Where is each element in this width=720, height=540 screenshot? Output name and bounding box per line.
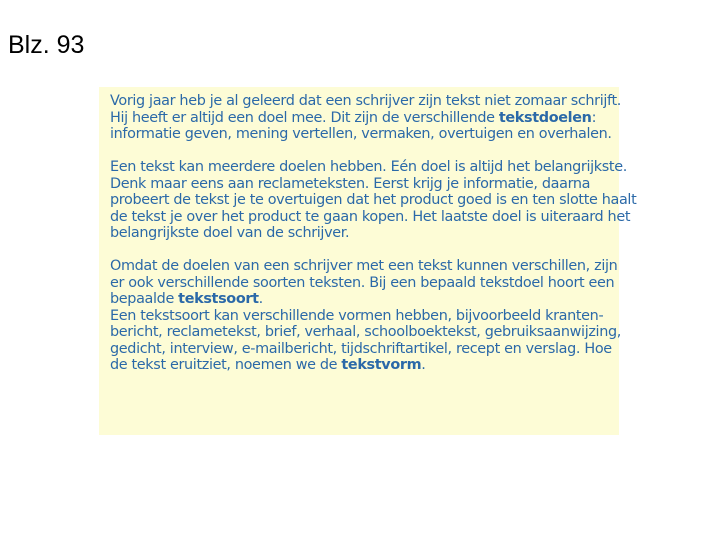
text-line: gedicht, interview, e-mailbericht, tijdschriftartikel, recept en verslag. Hoe bbox=[110, 340, 612, 357]
text-line: Denk maar eens aan reclameteksten. Eerst krijg je informatie, daarna bbox=[110, 175, 591, 192]
text-line bbox=[110, 357, 609, 374]
text-line: Omdat de doelen van een schrijver met een tekst kunnen verschillen, zijn bbox=[110, 258, 618, 274]
text-line bbox=[110, 291, 609, 308]
paragraph-tekstvorm bbox=[110, 307, 621, 374]
text-segment: : bbox=[591, 109, 597, 126]
text-segment: de tekst eruitziet, noemen we de bbox=[110, 357, 342, 373]
text-line: er ook verschillende soorten teksten. Bij een bepaald tekstdoel hoort een bbox=[110, 274, 615, 291]
text-line: belangrijkste doel van de schrijver. bbox=[110, 225, 350, 241]
paragraph-meerdere-doelen bbox=[110, 159, 637, 242]
text-segment: Hij heeft er altijd een doel mee. Dit zijn de verschillende bbox=[110, 109, 499, 126]
text-segment: . bbox=[421, 357, 426, 373]
text-line: informatie geven, mening vertellen, vermaken, overtuigen en overhalen. bbox=[110, 126, 612, 142]
text-line: bericht, reclametekst, brief, verhaal, schoolboektekst, gebruiksaanwijzing, bbox=[110, 324, 621, 340]
text-line: de tekst je over het product te gaan kopen. Het laatste doel is uiteraard het bbox=[110, 208, 631, 225]
text-line: Een tekst kan meerdere doelen hebben. Eén doel is altijd het belangrijkste. bbox=[110, 159, 627, 175]
paragraph-tekstsoort bbox=[110, 258, 618, 308]
text-line: probeert de tekst je te overtuigen dat het product goed is en ten slotte haalt bbox=[110, 192, 637, 208]
term-tekstdoelen: tekstdoelen bbox=[498, 109, 592, 126]
text-line: Vorig jaar heb je al geleerd dat een schrijver zijn tekst niet zomaar schrijft. bbox=[110, 93, 622, 109]
text-line bbox=[110, 110, 609, 127]
term-tekstsoort: tekstsoort bbox=[178, 291, 259, 307]
text-line: Een tekstsoort kan verschillende vormen hebben, bijvoorbeeld kranten- bbox=[110, 307, 604, 324]
text-segment: . bbox=[258, 291, 263, 307]
textbook-excerpt bbox=[99, 87, 637, 435]
slide-title: Blz. 93 bbox=[8, 31, 85, 59]
text-segment: bepaalde bbox=[110, 291, 179, 307]
paragraph-tekstdoelen bbox=[110, 93, 622, 143]
term-tekstvorm: tekstvorm bbox=[341, 357, 422, 373]
